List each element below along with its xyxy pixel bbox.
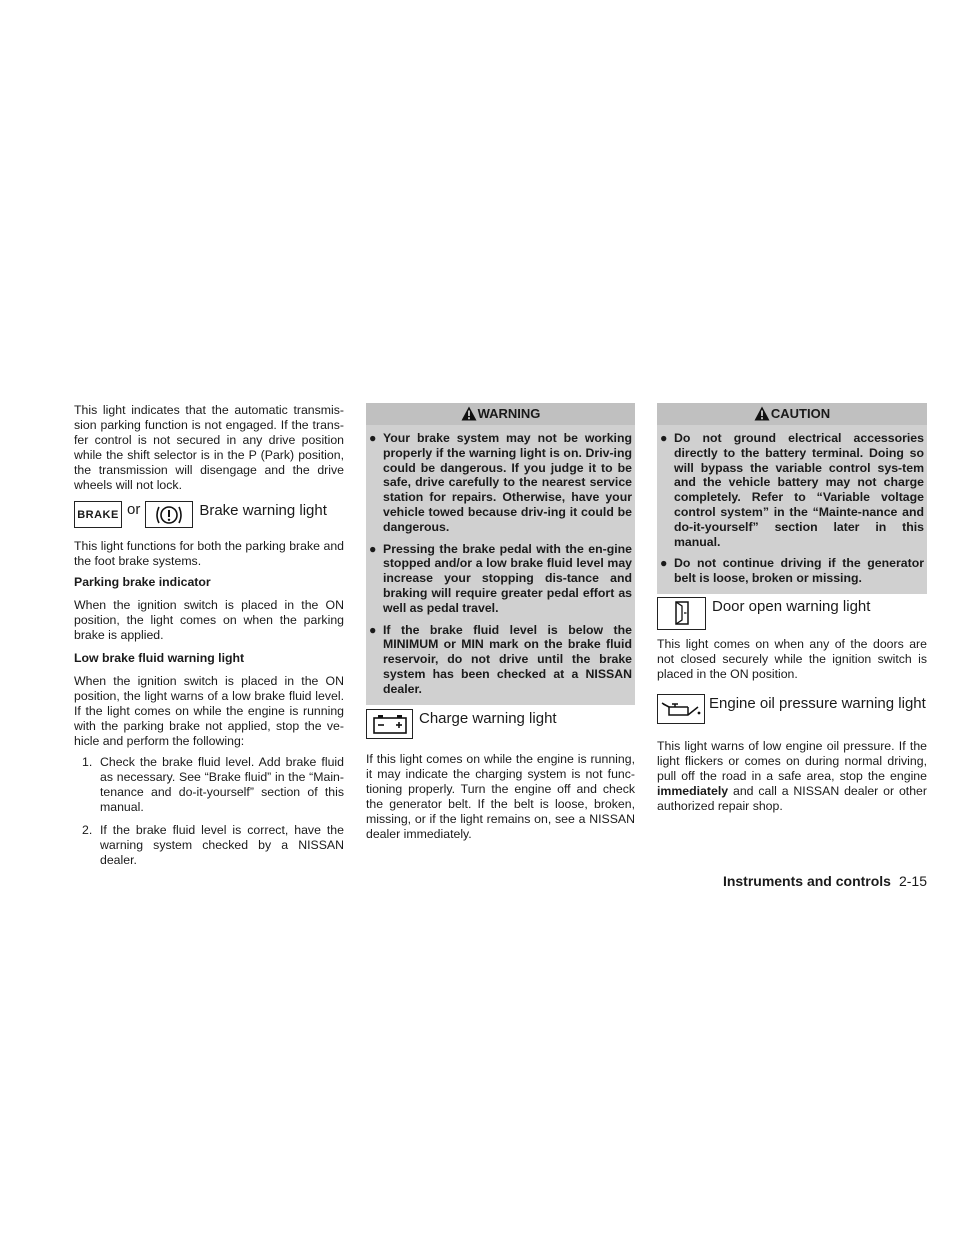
column-left — [74, 403, 344, 868]
caution-box — [657, 403, 927, 594]
low-fluid-text: When the ignition switch is placed in the ON position, the light warns of a low brake fluid level. If the light comes on while the engine is running with the parking brake not applied, stop the ve-hicle and perform the following: — [74, 674, 344, 748]
page-footer — [723, 872, 927, 890]
low-fluid-heading: Low brake fluid warning light — [74, 651, 245, 665]
warning-header: WARNING — [366, 403, 635, 425]
list-item: 2. If the brake fluid level is correct, have the warning system checked by a NISSAN dealer. — [82, 823, 344, 867]
charge-warning-text: If this light comes on while the engine is running, it may indicate the charging system is not func-tioning properly. Turn the engine off and check the generator belt. If the belt is loose, broken, missing, or if the light remains on, see a NISSAN dealer immediately. — [366, 751, 635, 841]
brake-text-icon: BRAKE — [74, 501, 122, 528]
or-label: or — [127, 501, 141, 518]
door-warning-title: Door open warning light — [712, 597, 871, 615]
warning-triangle-icon — [461, 406, 477, 421]
door-warning-heading — [657, 597, 927, 630]
battery-icon — [366, 709, 413, 739]
brake-steps-list — [74, 755, 344, 868]
warning-box — [366, 403, 635, 705]
oil-warning-title: Engine oil pressure warning light — [709, 694, 926, 712]
charge-warning-title: Charge warning light — [419, 709, 557, 727]
page-number: 2-15 — [898, 873, 927, 889]
brake-warning-desc: This light functions for both the parking brake and the foot brake systems. — [74, 539, 344, 568]
warning-triangle-icon — [754, 406, 770, 421]
oil-can-icon — [657, 694, 705, 724]
list-item: ● Pressing the brake pedal with the en-gine stopped and/or a low brake fluid level may increase your stopping dis-tance and braking will require greater pedal effort as well as pedal travel. — [369, 541, 632, 615]
list-item: ● If the brake fluid level is below the MINIMUM or MIN mark on the brake fluid reservoir, do not drive until the brake system has been checked at a NISSAN dealer. — [369, 622, 632, 696]
transmission-intro: This light indicates that the automatic transmis-sion parking function is not engaged. If the trans-fer control is not secured in any drive position while the shift selector is in the P (Park) position, the transmission will disengage and the drive wheels will not lock. — [74, 403, 344, 492]
oil-warning-heading — [657, 694, 927, 734]
list-item: ● Do not ground electrical accessories directly to the battery terminal. Doing so will bypass the variable control sys-tem and the vehicle battery may not charge completely. Refer to “Variable voltage control system” in the “Mainte-nance and do-it-yourself” section later in this manual. — [660, 431, 924, 549]
list-item: 1. Check the brake fluid level. Add brake fluid as necessary. See “Brake fluid” in the “Main-tenance and do-it-yourself” section of this manual. — [82, 755, 344, 814]
brake-warning-heading — [74, 501, 344, 529]
door-open-icon — [657, 597, 706, 630]
charge-warning-heading — [366, 709, 635, 739]
parking-brake-text: When the ignition switch is placed in the ON position, the light comes on when the parking brake is applied. — [74, 598, 344, 642]
list-item: ● Do not continue driving if the generator belt is loose, broken or missing. — [660, 556, 924, 586]
parking-brake-icon — [145, 501, 193, 528]
brake-warning-title: Brake warning light — [199, 502, 327, 519]
section-name: Instruments and controls — [722, 873, 891, 889]
door-warning-text: This light comes on when any of the doors are not closed securely while the ignition switch is placed in the ON position. — [657, 636, 927, 681]
parking-brake-heading: Parking brake indicator — [74, 575, 211, 589]
column-right — [657, 403, 927, 814]
oil-warning-text: This light warns of low engine oil pressure. If the light flickers or comes on during normal driving, pull off the road in a safe area, stop the engine immediately and call a NISSAN dealer or other authorized repair shop. — [657, 738, 927, 813]
list-item: ● Your brake system may not be working properly if the warning light is on. Driv-ing could be dangerous. If you judge it to be safe, drive carefully to the nearest service station for repairs. Otherwise, have your vehicle towed because driv-ing it could be dangerous. — [369, 431, 632, 534]
column-middle — [366, 403, 635, 842]
oil-emphasis: immediately — [657, 783, 729, 798]
caution-list — [657, 431, 927, 586]
caution-header: CAUTION — [657, 403, 927, 425]
warning-list — [366, 431, 635, 697]
